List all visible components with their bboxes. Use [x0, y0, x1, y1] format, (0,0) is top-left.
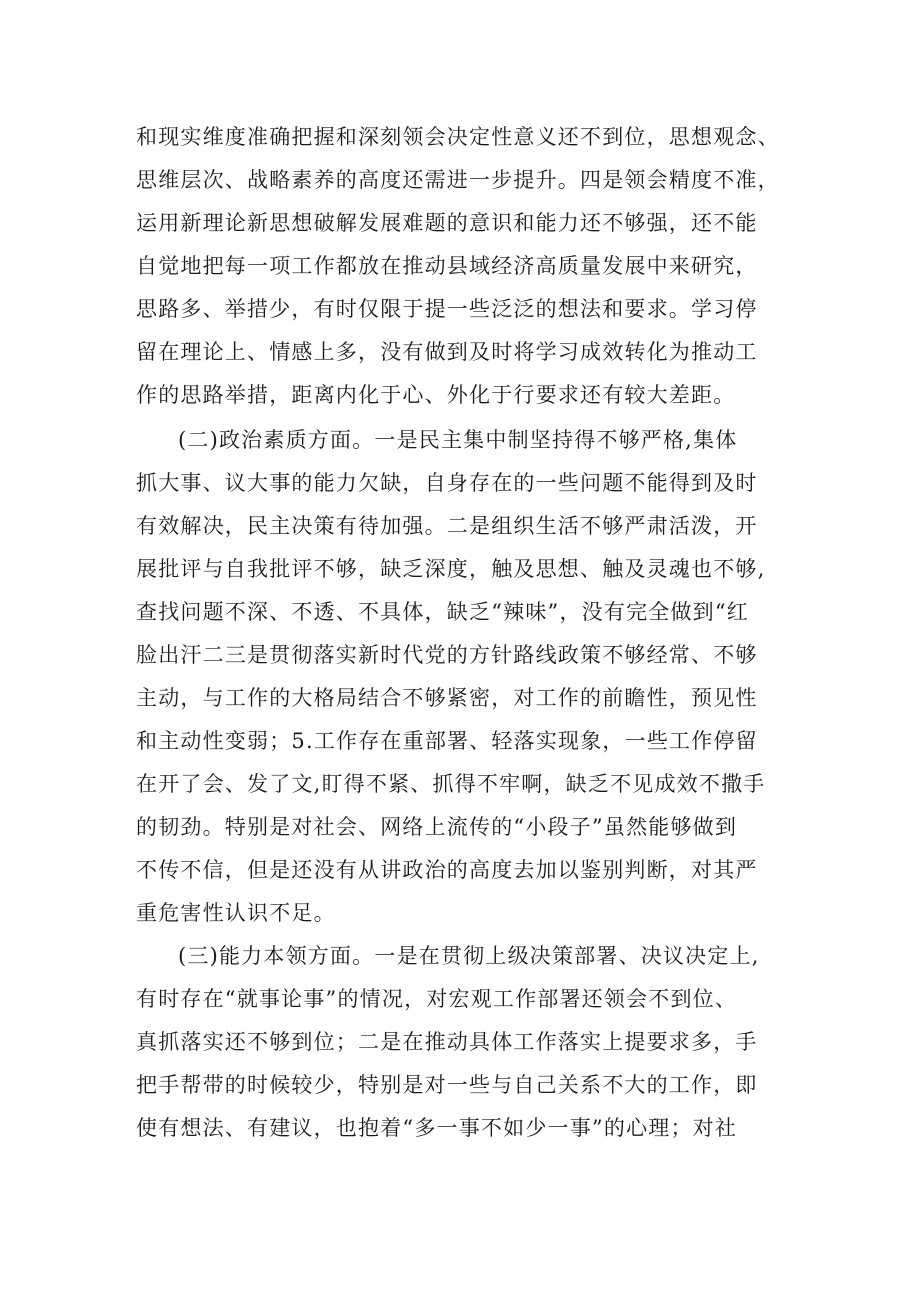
text-line: 和主动性变弱；5.工作存在重部署、轻落实现象，一些工作停留 — [136, 729, 758, 753]
section-heading-line: (三)能力本领方面。一是在贯彻上级决策部署、决议决定上, — [178, 944, 760, 968]
text-line: 查找问题不深、不透、不具体，缺乏“辣味”，没有完全做到“红 — [136, 600, 750, 624]
paragraph-learning-shortcomings — [136, 116, 796, 417]
text-line: 展批评与自我批评不够，缺乏深度，触及思想、触及灵魂也不够, — [136, 557, 766, 581]
text-line: 抓大事、议大事的能力欠缺，自身存在的一些问题不能得到及时 — [136, 471, 758, 495]
text-line: 主动，与工作的大格局结合不够紧密，对工作的前瞻性，预见性 — [136, 686, 758, 710]
text-line: 有时存在“就事论事”的情况，对宏观工作部署还领会不到位、 — [136, 987, 738, 1011]
text-line: 脸出汗二三是贯彻落实新时代党的方针路线政策不够经常、不够 — [136, 643, 758, 667]
text-line: 重危害性认识不足。 — [136, 901, 336, 925]
text-line: 有效解决，民主决策有待加强。二是组织生活不够严肃活泼，开 — [136, 514, 758, 538]
text-line: 不传不信，但是还没有从讲政治的高度去加以鉴别判断，对其严 — [136, 858, 758, 882]
text-line: 在开了会、发了文,盯得不紧、抓得不牢啊，缺乏不见成效不撒手 — [136, 772, 766, 796]
text-line: 的韧劲。特别是对社会、网络上流传的“小段子”虽然能够做到 — [136, 815, 738, 839]
text-line: 作的思路举措，距离内化于心、外化于行要求还有较大差距。 — [136, 383, 736, 407]
text-line: 思维层次、战略素养的高度还需进一步提升。四是领会精度不准， — [136, 168, 780, 192]
text-line: 使有想法、有建议，也抱着“多一事不如少一事”的心理；对社 — [136, 1116, 738, 1140]
section-heading-line: (二)政治素质方面。一是民主集中制坚持得不够严格,集体 — [178, 428, 738, 452]
text-line: 留在理论上、情感上多，没有做到及时将学习成效转化为推动工 — [136, 340, 758, 364]
text-line: 自觉地把每一项工作都放在推动县域经济高质量发展中来研究， — [136, 254, 758, 278]
text-line: 真抓落实还不够到位；二是在推动具体工作落实上提要求多，手 — [136, 1030, 758, 1054]
text-line: 运用新理论新思想破解发展难题的意识和能力还不够强，还不能 — [136, 211, 758, 235]
text-line: 把手帮带的时候较少，特别是对一些与自己关系不大的工作，即 — [136, 1073, 758, 1097]
text-line: 思路多、举措少，有时仅限于提一些泛泛的想法和要求。学习停 — [136, 297, 758, 321]
text-line: 和现实维度准确把握和深刻领会决定性意义还不到位，思想观念、 — [136, 125, 780, 149]
paragraph-ability-skills — [136, 935, 796, 1150]
paragraph-political-quality — [136, 419, 796, 935]
